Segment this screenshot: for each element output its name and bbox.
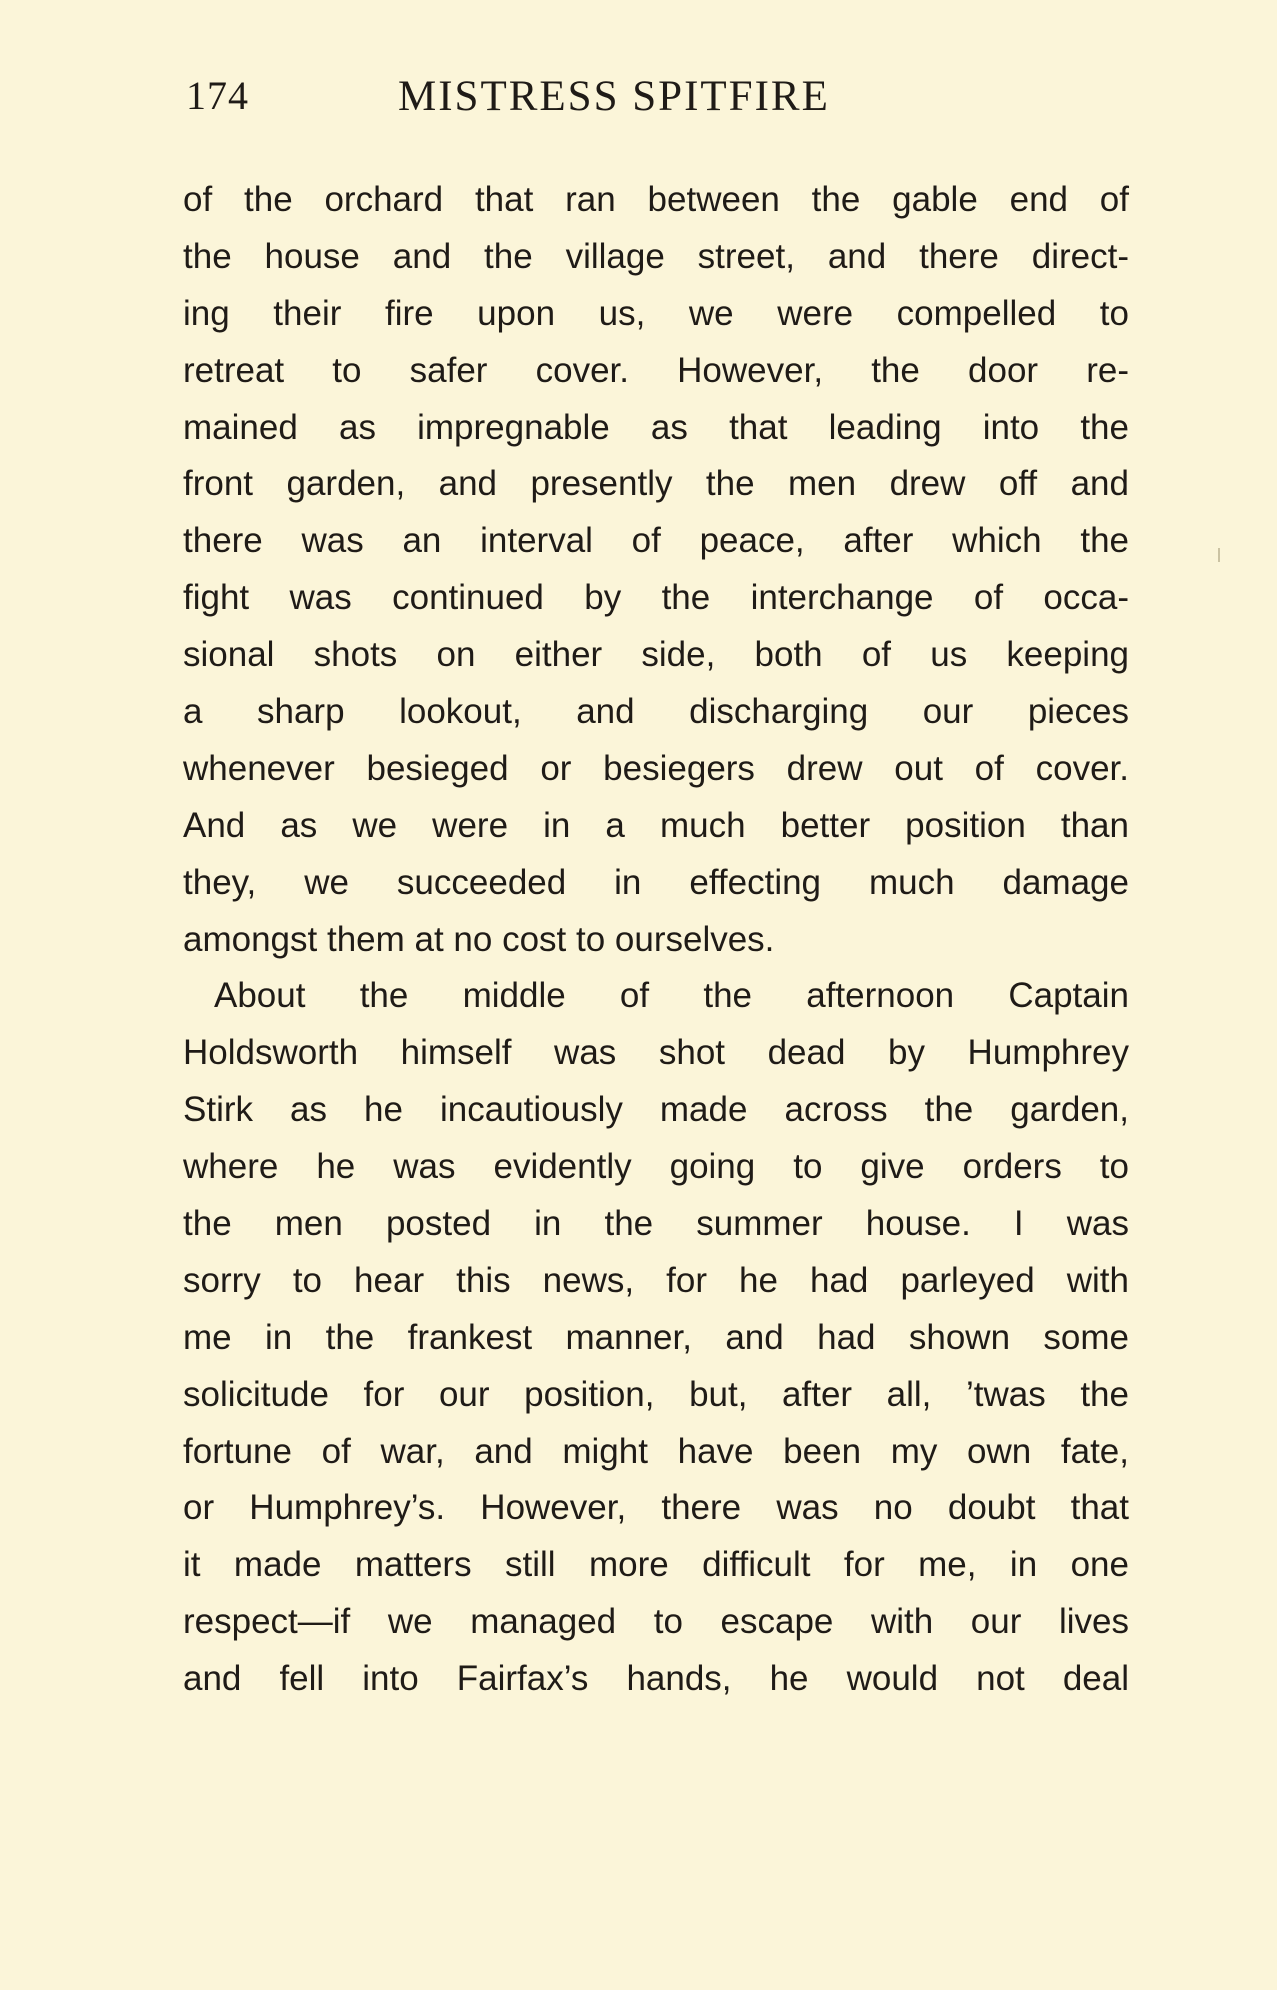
text-line: there was an interval of peace, after which the — [183, 521, 1129, 561]
text-line: where he was evidently going to give orders to — [183, 1147, 1129, 1187]
paragraph-start-line: About the middle of the afternoon Captain — [214, 976, 1129, 1016]
text-line: of the orchard that ran between the gable end of — [183, 180, 1129, 219]
text-line: fight was continued by the interchange of occa- — [183, 578, 1129, 618]
text-line: or Humphrey’s. However, there was no doubt that — [183, 1488, 1129, 1528]
text-line: a sharp lookout, and discharging our pieces — [183, 692, 1129, 732]
text-line: front garden, and presently the men drew off and — [183, 464, 1129, 504]
text-line: the house and the village street, and there direct- — [183, 236, 1129, 276]
text-line: And as we were in a much better position than — [183, 805, 1129, 845]
text-line: sional shots on either side, both of us keeping — [183, 635, 1129, 675]
text-line: Stirk as he incautiously made across the garden, — [183, 1090, 1129, 1130]
text-line: Holdsworth himself was shot dead by Humphrey — [183, 1033, 1129, 1073]
text-line: mained as impregnable as that leading into the — [183, 407, 1129, 447]
body-text — [183, 172, 1129, 1708]
page-number: 174 — [186, 73, 249, 118]
page-header — [0, 68, 1277, 128]
text-line: respect—if we managed to escape with our lives — [183, 1602, 1129, 1642]
text-line: they, we succeeded in effecting much damage — [183, 862, 1129, 902]
text-line: and fell into Fairfax’s hands, he would not deal — [183, 1659, 1129, 1699]
text-line: whenever besieged or besiegers drew out of cover. — [183, 748, 1129, 788]
text-line: it made matters still more difficult for me, in one — [183, 1545, 1129, 1585]
running-head: MISTRESS SPITFIRE — [398, 73, 830, 120]
text-line: fortune of war, and might have been my own fate, — [183, 1431, 1129, 1471]
text-line: sorry to hear this news, for he had parleyed with — [183, 1260, 1129, 1300]
text-line: amongst them at no cost to ourselves. — [183, 919, 775, 959]
paper-mark — [1218, 548, 1220, 562]
text-line: solicitude for our position, but, after all, ’twas the — [183, 1374, 1129, 1414]
text-line: me in the frankest manner, and had shown some — [183, 1317, 1129, 1357]
text-line: ing their fire upon us, we were compelled to — [183, 293, 1129, 333]
text-line: the men posted in the summer house. I was — [183, 1204, 1129, 1244]
text-line: retreat to safer cover. However, the door re- — [183, 350, 1129, 390]
